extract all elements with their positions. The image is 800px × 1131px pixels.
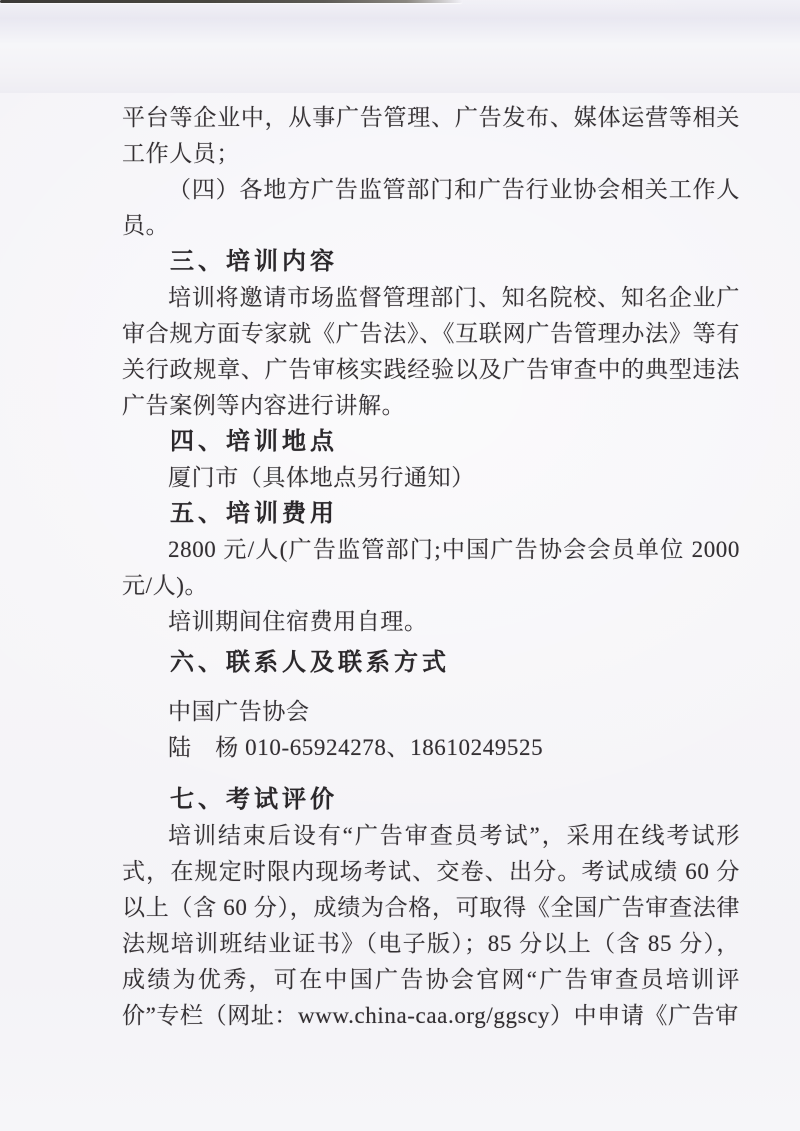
section-heading-training-location: 四、培训地点 xyxy=(170,428,338,455)
paragraph-training-location: 厦门市（具体地点另行通知） xyxy=(168,465,475,490)
section-heading-contact: 六、联系人及联系方式 xyxy=(170,649,450,676)
scan-edge-artifact-line xyxy=(0,0,462,3)
paragraph-audience-continuation: 平台等企业中，从事广告管理、广告发布、媒体运营等相关工作人员； xyxy=(122,105,740,166)
paragraph-audience-item-4: （四）各地方广告监管部门和广告行业协会相关工作人员。 xyxy=(122,177,740,238)
section-heading-training-fee: 五、培训费用 xyxy=(170,500,338,527)
paragraph-exam-evaluation: 培训结束后设有“广告审查员考试”，采用在线考试形式，在规定时限内现场考试、交卷、出分。考试成绩 60 分以上（含 60 分），成绩为合格，可取得《全国广告审查法律法规培训班结业证书》（电子版）；85 分以上（含 85 分），成绩为优秀，可在中国广告协会官网“广告审查员培训评价”专栏（网址：www.china-caa.org/ggscy）中申请《广告审 xyxy=(122,823,740,1028)
document-content xyxy=(122,100,740,1034)
paragraph-lodging-note: 培训期间住宿费用自理。 xyxy=(168,609,428,634)
paragraph-fee-amount: 2800 元/人(广告监管部门;中国广告协会会员单位 2000 元/人)。 xyxy=(122,537,740,598)
paragraph-contact-phone: 陆 杨 010-65924278、18610249525 xyxy=(168,735,544,760)
section-heading-training-content: 三、培训内容 xyxy=(170,248,338,275)
scan-bottom-shading xyxy=(0,0,800,93)
section-heading-exam-evaluation: 七、考试评价 xyxy=(170,786,338,813)
paragraph-training-content: 培训将邀请市场监督管理部门、知名院校、知名企业广审合规方面专家就《广告法》、《互联网广告管理办法》等有关行政规章、广告审核实践经验以及广告审查中的典型违法广告案例等内容进行讲解。 xyxy=(122,285,740,418)
paragraph-contact-org: 中国广告协会 xyxy=(168,699,310,724)
